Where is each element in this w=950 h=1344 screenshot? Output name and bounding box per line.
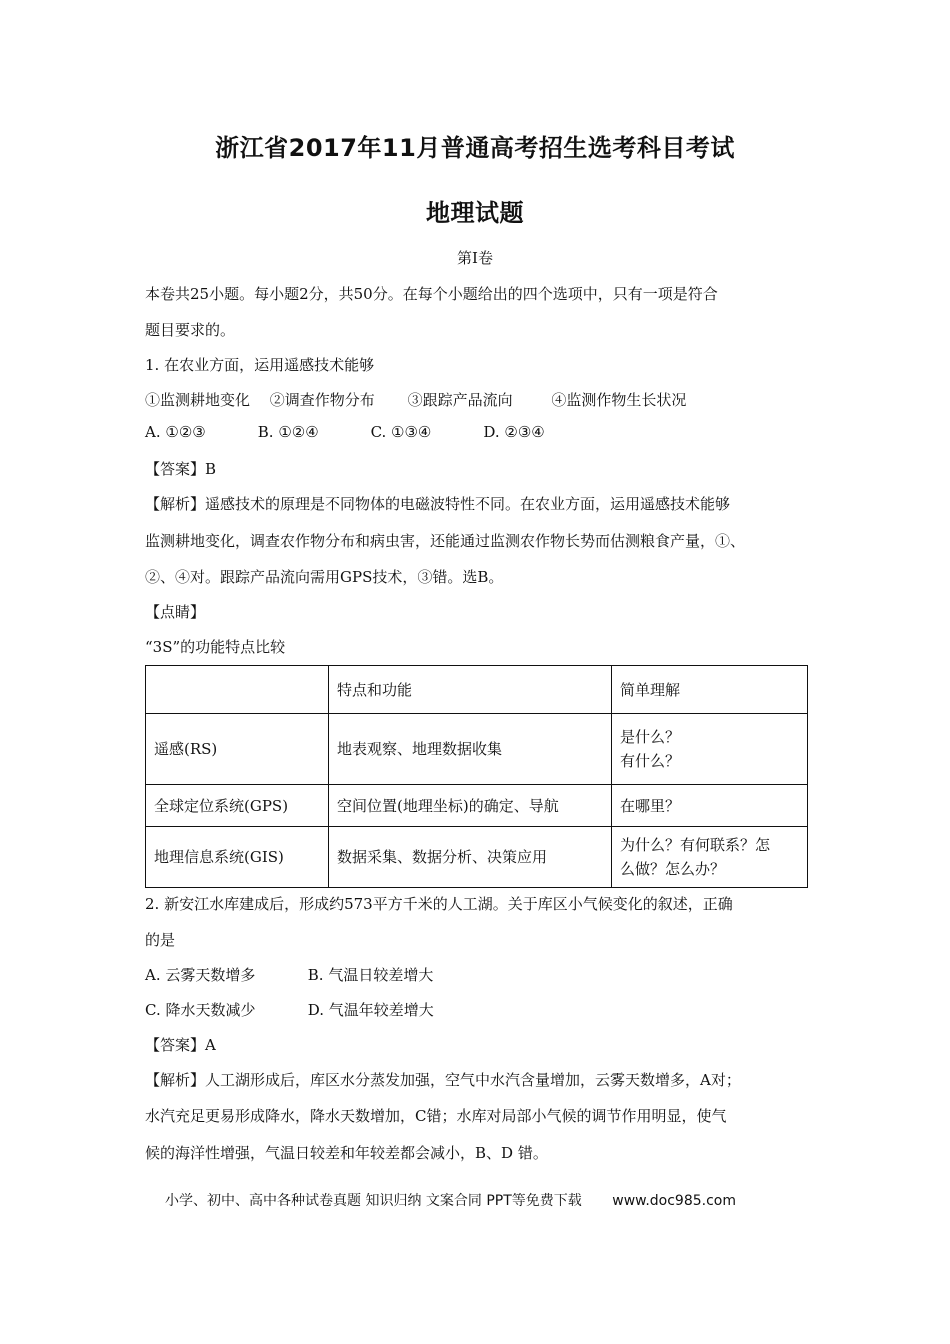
understanding-line: 为什么？有何联系？怎 xyxy=(620,836,771,854)
table-header-cell xyxy=(146,666,329,714)
table-row xyxy=(146,714,808,785)
q2-option-d: D. 气温年较差增大 xyxy=(307,1001,434,1019)
q1-option: B. ①②④ xyxy=(257,423,319,441)
comparison-table xyxy=(145,665,808,888)
question-2-analysis-2: 水汽充足更易形成降水，降水天数增加，C错；水库对局部小气候的调节作用明显，使气 xyxy=(145,1107,727,1125)
q1-option: C. ①③④ xyxy=(370,423,432,441)
q2-option-a: A. 云雾天数增多 xyxy=(145,966,256,984)
document-subtitle: 地理试题 xyxy=(426,199,524,227)
question-2-stem-1: 2. 新安江水库建成后，形成约573平方千米的人工湖。关于库区小气候变化的叙述，正确 xyxy=(145,895,733,913)
understanding-line: 是什么？ xyxy=(620,728,681,746)
question-1-analysis-3: ②、④对。跟踪产品流向需用GPS技术，③错。选B。 xyxy=(145,568,504,586)
question-2-analysis-3: 候的海洋性增强，气温日较差和年较差都会减小，B、D 错。 xyxy=(145,1144,548,1162)
question-1-options xyxy=(145,423,545,441)
q1-item: ④监测作物生长状况 xyxy=(551,391,687,409)
table-header-row xyxy=(146,666,808,714)
question-1-answer: 【答案】B xyxy=(145,460,217,478)
q1-item: ③跟踪产品流向 xyxy=(407,391,513,409)
function-cell: 数据采集、数据分析、决策应用 xyxy=(329,827,612,888)
table-caption: “3S”的功能特点比较 xyxy=(145,638,286,656)
footer-url[interactable]: www.doc985.com xyxy=(612,1193,736,1209)
table-row xyxy=(146,785,808,827)
table-row xyxy=(146,827,808,888)
understanding-line: 么做？怎么办？ xyxy=(620,860,726,878)
function-cell: 地表观察、地理数据收集 xyxy=(329,714,612,785)
section-label: 第Ⅰ卷 xyxy=(457,249,493,267)
intro-line-2: 题目要求的。 xyxy=(145,321,236,339)
system-name-cell: 遥感(RS) xyxy=(146,714,329,785)
question-2-answer: 【答案】A xyxy=(145,1036,216,1054)
question-2-options-row-2 xyxy=(145,999,434,1020)
q1-item: ②调查作物分布 xyxy=(269,391,375,409)
question-1-analysis-2: 监测耕地变化，调查农作物分布和病虫害，还能通过监测农作物长势而估测粮食产量，①、 xyxy=(145,532,746,550)
q1-item: ①监测耕地变化 xyxy=(145,391,251,409)
q2-option-c: C. 降水天数减少 xyxy=(145,1001,256,1019)
understanding-cell: 在哪里？ xyxy=(612,785,808,827)
q1-option: D. ②③④ xyxy=(483,423,545,441)
understanding-cell xyxy=(612,714,808,785)
question-2-stem-2: 的是 xyxy=(145,931,176,949)
page-footer xyxy=(165,1190,736,1210)
document-title: 浙江省2017年11月普通高考招生选考科目考试 xyxy=(215,134,735,162)
intro-line-1: 本卷共25小题。每小题2分，共50分。在每个小题给出的四个选项中，只有一项是符合 xyxy=(145,285,718,303)
question-1-analysis-1: 【解析】遥感技术的原理是不同物体的电磁波特性不同。在农业方面，运用遥感技术能够 xyxy=(145,495,731,513)
q1-option: A. ①②③ xyxy=(145,423,206,441)
footer-text: 小学、初中、高中各种试卷真题 知识归纳 文案合同 PPT等免费下载 xyxy=(165,1193,582,1209)
question-2-analysis-1: 【解析】人工湖形成后，库区水分蒸发加强，空气中水汽含量增加，云雾天数增多，A对； xyxy=(145,1071,741,1089)
table-header-cell: 特点和功能 xyxy=(329,666,612,714)
system-name-cell: 全球定位系统(GPS) xyxy=(146,785,329,827)
understanding-cell xyxy=(612,827,808,888)
question-1-items xyxy=(145,389,686,410)
q2-option-b: B. 气温日较差增大 xyxy=(307,966,434,984)
understanding-line: 有什么？ xyxy=(620,752,681,770)
question-1-tip: 【点睛】 xyxy=(145,603,206,621)
function-cell: 空间位置(地理坐标)的确定、导航 xyxy=(329,785,612,827)
system-name-cell: 地理信息系统(GIS) xyxy=(146,827,329,888)
question-1-stem: 1. 在农业方面，运用遥感技术能够 xyxy=(145,356,375,374)
question-2-options-row-1 xyxy=(145,964,433,985)
table-header-cell: 简单理解 xyxy=(612,666,808,714)
